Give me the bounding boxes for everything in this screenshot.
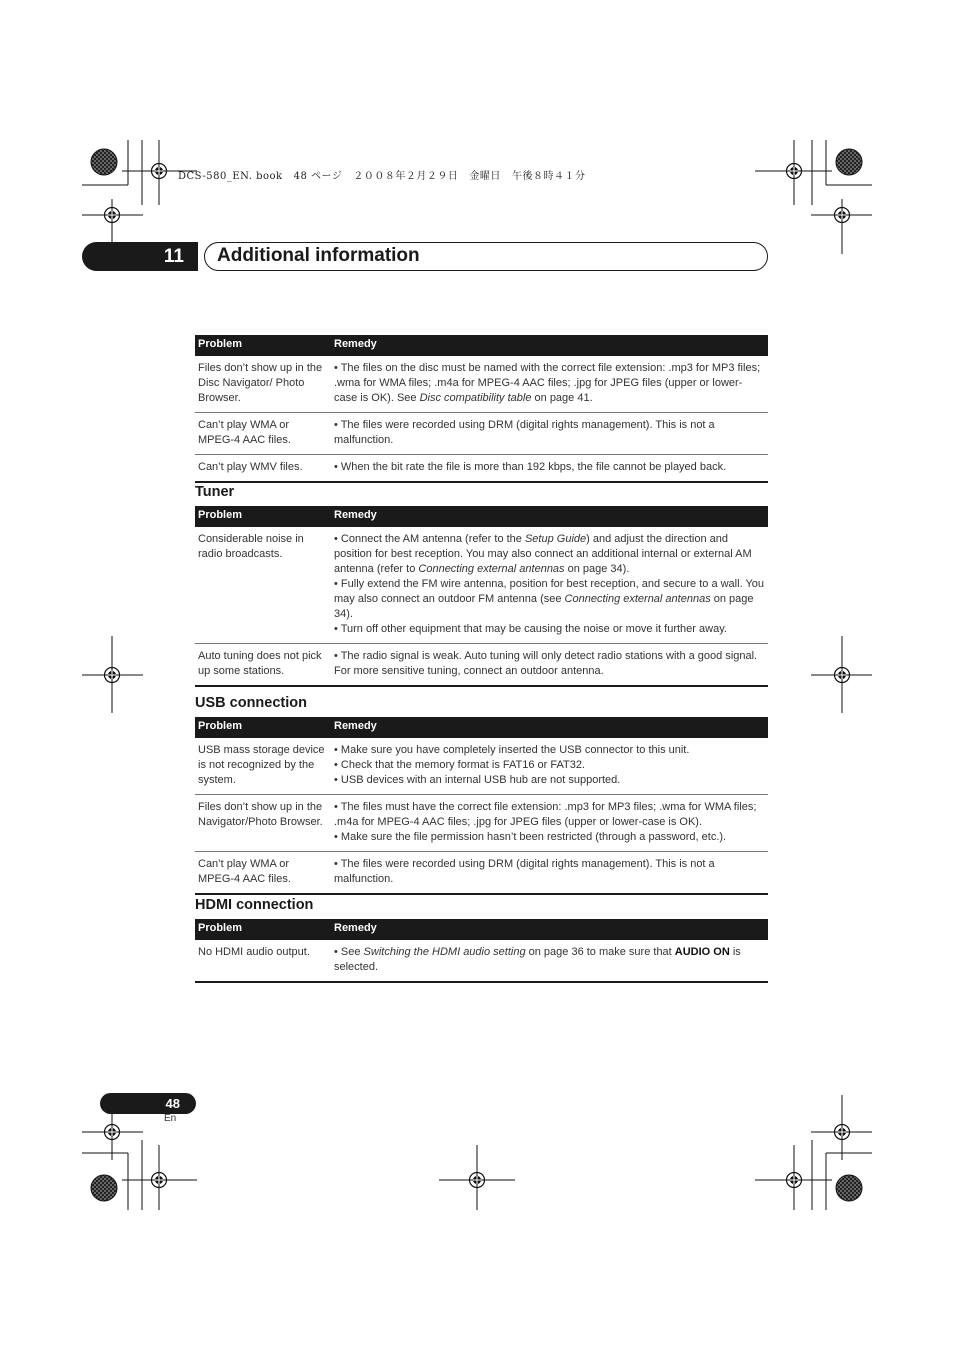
remedy-text: • Make sure you have completely inserted the USB connector to this unit. [334, 744, 690, 756]
remedy-cell [331, 356, 768, 413]
remedy-text: • Check that the memory format is FAT16 or FAT32. [334, 759, 586, 771]
column-header-problem: Problem [195, 506, 331, 527]
remedy-text: • The files on the disc must be named with the correct file extension: .mp3 for MP3 files; .wma for WMA files; .m4a for MPEG-4 AAC files; .jpg for JPEG files (upper or lower-case is OK). See [334, 362, 761, 404]
cross-reference: Connecting external antennas [564, 593, 711, 605]
setting-name: AUDIO ON [674, 946, 730, 958]
section-usb [195, 694, 768, 895]
remedy-text: on page 36 to make sure that [525, 946, 675, 958]
remedy-cell [331, 795, 768, 852]
table-row [195, 644, 768, 687]
problem-cell: USB mass storage device is not recognized by the system. [195, 738, 331, 795]
remedy-line [334, 460, 765, 475]
column-header-remedy: Remedy [331, 919, 768, 940]
print-meta-line: DCS-580_EN. book 48 ページ ２００８年２月２９日 金曜日 午後８時４１分 [178, 171, 586, 182]
table-general [195, 335, 768, 483]
table-row [195, 527, 768, 644]
column-header-remedy: Remedy [331, 506, 768, 527]
table-row [195, 940, 768, 982]
section-heading-usb: USB connection [195, 695, 307, 711]
remedy-text: • When the bit rate the file is more than 192 kbps, the file cannot be played back. [334, 461, 727, 473]
column-header-problem: Problem [195, 919, 331, 940]
column-header-problem: Problem [195, 717, 331, 738]
remedy-cell [331, 527, 768, 644]
problem-cell: Auto tuning does not pick up some stations. [195, 644, 331, 687]
remedy-text: is selected. [334, 946, 741, 973]
section-tuner [195, 483, 768, 687]
problem-cell: No HDMI audio output. [195, 940, 331, 982]
cross-reference: Connecting external antennas [418, 563, 565, 575]
chapter-title: Additional information [217, 245, 420, 266]
remedy-text: • Fully extend the FM wire antenna, position for best reception, and secure to a wall. You may also connect an outdoor FM antenna (see [334, 578, 765, 605]
remedy-text: • The files were recorded using DRM (digital rights management). This is not a malfunction. [334, 419, 715, 446]
remedy-text: • The files must have the correct file extension: .mp3 for MP3 files; .wma for WMA files; .m4a for MPEG-4 AAC files; .jpg for JPEG files (upper or lower-case is OK). [334, 801, 757, 828]
cross-reference: Switching the HDMI audio setting [363, 946, 526, 958]
remedy-cell [331, 413, 768, 455]
page-number: 48 [100, 1093, 196, 1114]
remedy-line [334, 743, 765, 758]
remedy-line [334, 649, 765, 679]
chapter-title-box [204, 242, 768, 271]
remedy-text: • USB devices with an internal USB hub are not supported. [334, 774, 621, 786]
remedy-line [334, 945, 765, 975]
problem-cell: Can’t play WMV files. [195, 455, 331, 483]
section-heading-tuner: Tuner [195, 484, 235, 500]
remedy-cell [331, 455, 768, 483]
remedy-line [334, 830, 765, 845]
column-header-remedy: Remedy [331, 335, 768, 356]
remedy-line [334, 758, 765, 773]
remedy-cell [331, 644, 768, 687]
table-row [195, 356, 768, 413]
table-usb [195, 717, 768, 895]
problem-cell: Can’t play WMA or MPEG-4 AAC files. [195, 852, 331, 895]
remedy-line [334, 773, 765, 788]
section-hdmi [195, 896, 768, 983]
chapter-number: 11 [82, 242, 198, 271]
remedy-text: on page 34). [564, 563, 630, 575]
section-general [195, 335, 768, 483]
table-hdmi [195, 919, 768, 983]
remedy-text: • Turn off other equipment that may be causing the noise or move it further away. [334, 623, 727, 635]
remedy-line [334, 361, 765, 406]
problem-cell: Considerable noise in radio broadcasts. [195, 527, 331, 644]
remedy-line [334, 577, 765, 622]
column-header-problem: Problem [195, 335, 331, 356]
remedy-text: • See [334, 946, 364, 958]
table-tuner [195, 506, 768, 687]
remedy-line [334, 800, 765, 830]
column-header-remedy: Remedy [331, 717, 768, 738]
table-row [195, 738, 768, 795]
cross-reference: Disc compatibility table [419, 392, 532, 404]
remedy-line [334, 532, 765, 577]
remedy-text: • Make sure the file permission hasn’t been restricted (through a password, etc.). [334, 831, 727, 843]
remedy-cell [331, 940, 768, 982]
section-heading-hdmi: HDMI connection [195, 897, 314, 913]
remedy-cell [331, 852, 768, 895]
remedy-text: • Connect the AM antenna (refer to the [334, 533, 525, 545]
table-row [195, 852, 768, 895]
remedy-line [334, 857, 765, 887]
problem-cell: Files don’t show up in the Navigator/Photo Browser. [195, 795, 331, 852]
remedy-text: • The files were recorded using DRM (digital rights management). This is not a malfunction. [334, 858, 715, 885]
remedy-line [334, 622, 765, 637]
remedy-text: ) and adjust the direction and position for best reception. You may also connect an additional internal or external AM antenna (refer to [334, 533, 752, 575]
problem-cell: Can’t play WMA or MPEG-4 AAC files. [195, 413, 331, 455]
page-language: En [164, 1113, 177, 1124]
remedy-text: on page 41. [531, 392, 593, 404]
remedy-text: • The radio signal is weak. Auto tuning will only detect radio stations with a good signal. For more sensitive tuning, connect an outdoor antenna. [334, 650, 758, 677]
remedy-line [334, 418, 765, 448]
problem-cell: Files don’t show up in the Disc Navigator/ Photo Browser. [195, 356, 331, 413]
remedy-cell [331, 738, 768, 795]
cross-reference: Setup Guide [524, 533, 587, 545]
remedy-text: on page 34). [334, 593, 754, 620]
table-row [195, 413, 768, 455]
table-row [195, 455, 768, 483]
table-row [195, 795, 768, 852]
